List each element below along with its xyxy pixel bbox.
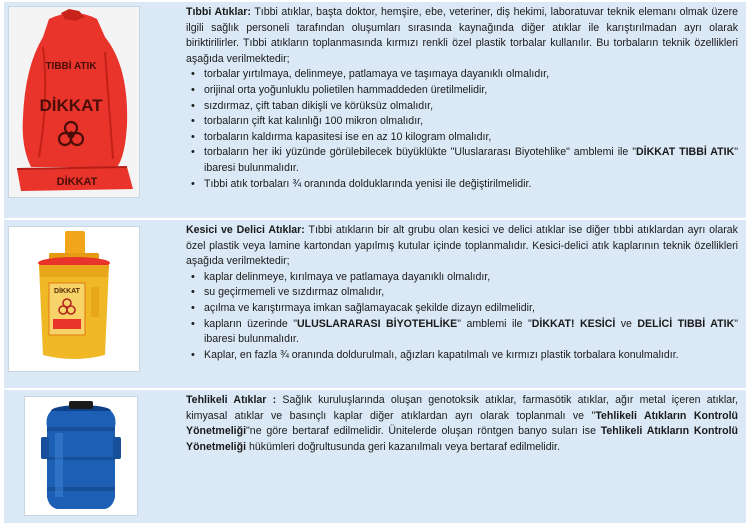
list-item: • açılma ve karıştırmaya imkan sağlamayacak şekilde dizayn edilmelidir, — [204, 301, 738, 317]
hazardous-waste-text — [186, 393, 738, 455]
hazardous-text-2: "ne göre bertaraf edilmelidir. Ünitelerde oluşan röntgen banyo suları ise — [246, 425, 601, 438]
blue-drum-image — [24, 396, 138, 516]
sharps-list — [186, 270, 738, 364]
hazardous-title: Tehlikeli Atıklar : — [186, 394, 277, 406]
hazardous-bold-1: Tehlikeli Atıkların Kontrolü Yönetmeliği — [186, 409, 738, 438]
sharps-intro-text: Tıbbi atıkların bir alt grubu olan kesici ve delici atıklar ise diğer tıbbi atıklardan ayrı olarak özel plastik veya lamine kartondan yapılmış kutular içinde toplanmalıdır. Kesici-delici atık kaplarının teknik özellikleri aşağıda verilmektedir; — [186, 224, 738, 268]
emblem-bold-label: DİKKAT TIBBİ ATIK — [635, 146, 735, 159]
emblem-text-after: " ibaresi bulunmalıdır. — [204, 317, 738, 346]
medical-waste-title: Tıbbi Atıklar: — [186, 6, 251, 18]
list-item-emblem — [204, 317, 738, 348]
emblem-bold-3: DELİCİ TIBBİ ATIK — [637, 317, 735, 330]
medical-waste-list — [186, 67, 738, 192]
medical-waste-intro — [186, 5, 738, 67]
hazardous-text-1: Sağlık kuruluşlarında oluşan genotoksik atıklar, farmasötik atıklar, ağır metal içeren atıklar, kimyasal atıklar ve basınçlı kaplar diğer atıklardan ayrı olarak toplanmalı ve " — [186, 394, 738, 422]
hazardous-text-3: hükümleri doğrultusunda geri kazanılmalı veya bertaraf edilmelidir. — [246, 440, 560, 453]
emblem-bold-2: DİKKAT! KESİCİ — [531, 317, 616, 330]
bag-label-top: TIBBİ ATIK — [45, 61, 97, 72]
list-item: • sızdırmaz, çift taban dikişli ve körüksüz olmalıdır, — [204, 99, 738, 115]
emblem-text-mid2: ve — [615, 317, 638, 330]
list-item: • torbalar yırtılmaya, delinmeye, patlamaya ve taşımaya dayanıklı olmalıdır, — [204, 67, 738, 83]
list-item: • torbaların kaldırma kapasitesi ise en az 10 kilogram olmalıdır, — [204, 130, 738, 146]
list-item: • Kaplar, en fazla ¾ oranında doldurulmalı, ağızları kapatılmalı ve kırmızı plastik torbalara konulmalıdır. — [204, 348, 738, 364]
list-item: • orijinal orta yoğunluklu polietilen hammaddeden üretilmelidir, — [204, 83, 738, 99]
list-item: • su geçirmemeli ve sızdırmaz olmalıdır, — [204, 285, 738, 301]
sharps-container-icon — [9, 227, 139, 371]
container-label: DİKKAT — [54, 288, 80, 295]
hazardous-waste-section — [4, 390, 746, 523]
emblem-text-after: " ibaresi bulunmalıdır. — [204, 146, 738, 174]
sharps-container-image — [8, 226, 140, 372]
list-item: • Tıbbi atık torbaları ¾ oranında dolduklarında yenisi ile değiştirilmelidir. — [204, 177, 738, 193]
emblem-bold-1: ULUSLARARASI BİYOTEHLİKE — [297, 317, 458, 330]
sharps-waste-text — [186, 223, 738, 363]
sharps-waste-section — [4, 220, 746, 388]
medical-waste-section — [4, 2, 746, 218]
hazardous-bold-2: Tehlikeli Atıkların Kontrolü Yönetmeliği — [186, 425, 738, 453]
list-item: • torbaların çift kat kalınlığı 100 mikron olmalıdır, — [204, 114, 738, 130]
bag-label-main: DİKKAT — [39, 96, 103, 115]
sharps-intro — [186, 223, 738, 270]
red-waste-bag-icon — [9, 7, 139, 197]
red-bag-image — [8, 6, 140, 198]
list-item: • kaplar delinmeye, kırılmaya ve patlamaya dayanıklı olmalıdır, — [204, 270, 738, 286]
bag-label-bottom: DİKKAT — [56, 176, 98, 188]
emblem-text-before: kapların üzerinde " — [204, 317, 297, 330]
sharps-title: Kesici ve Delici Atıklar: — [186, 224, 305, 236]
hazardous-paragraph — [186, 393, 738, 455]
blue-drum-icon — [25, 397, 137, 515]
medical-waste-text — [186, 5, 738, 192]
list-item-emblem — [204, 145, 738, 176]
emblem-text-mid: " amblemi ile " — [457, 317, 532, 330]
medical-intro-text: Tıbbi atıklar, başta doktor, hemşire, ebe, veteriner, diş hekimi, laboratuvar teknik elemanı olmak üzere ilgili sağlık personeli tarafından oluşumları sırasında kaynağında diğer atıklar ile karıştırılmadan ayrı olarak biriktirilirler. Tıbbi atıkların toplanmasında kırmızı renkli özel plastik torbalar kullanılır. Bu torbaların teknik özellikleri aşağıda verilmektedir; — [186, 6, 738, 65]
emblem-text-before: torbaların her iki yüzünde görülebilecek büyüklükte "Uluslararası Biyotehlike" amblemi ile " — [204, 146, 636, 159]
